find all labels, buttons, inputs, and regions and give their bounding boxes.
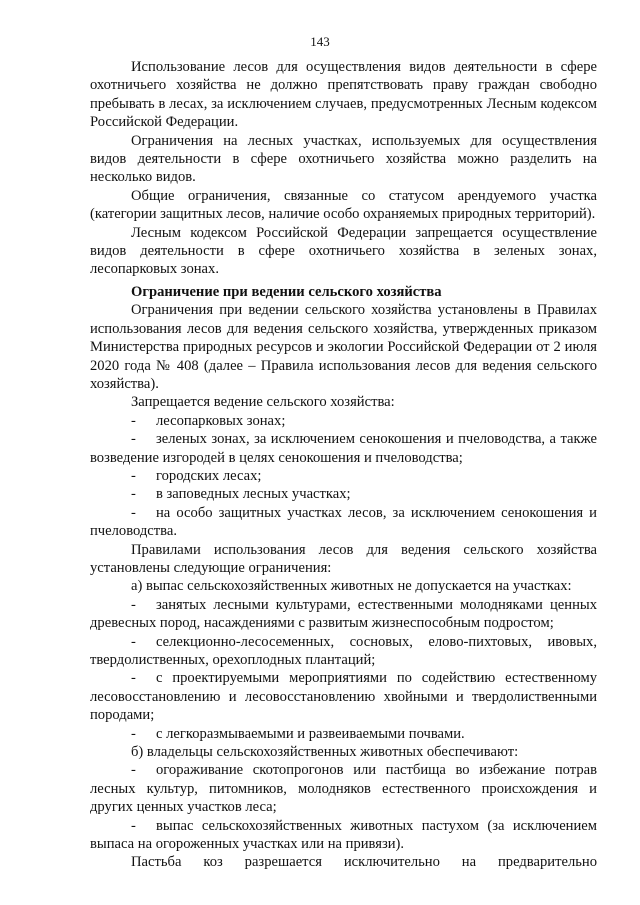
dash-marker: -	[131, 596, 136, 613]
list-item	[90, 761, 597, 816]
page-content	[90, 58, 597, 872]
dash-marker: -	[131, 670, 136, 687]
paragraph-continued: Пастьба коз разрешается исключительно на предварительно	[131, 854, 597, 871]
dash-marker: -	[131, 467, 136, 484]
section-heading: Ограничение при ведении сельского хозяйства	[131, 283, 442, 300]
paragraph: Ограничения на лесных участках, используемых для осуществления видов деятельности в сфере охотничьего хозяйства можно разделить на несколько видов.	[90, 132, 597, 186]
dash-marker: -	[131, 762, 136, 779]
list-item-text: выпас сельскохозяйственных животных пастухом (за исключением выпаса на огороженных участках или на привязи).	[90, 817, 597, 853]
list-item	[90, 485, 597, 503]
paragraph: Использование лесов для осуществления видов деятельности в сфере охотничьего хозяйства не должно препятствовать праву граждан свободно пребывать в лесах, за исключением случаев, предусмотренных Лесным кодексом Российской Федерации.	[90, 59, 597, 131]
list-item-text: зеленых зонах, за исключением сенокошения и пчеловодства, а также возведение изгородей в целях сенокошения и пчеловодства;	[90, 431, 597, 466]
list-item	[90, 412, 597, 430]
dash-marker: -	[131, 431, 136, 448]
list-item	[90, 817, 597, 854]
list-heading-a: а) выпас сельскохозяйственных животных не допускается на участках:	[131, 578, 572, 595]
list-item	[90, 430, 597, 467]
list-item-text: с легкоразмываемыми и развеиваемыми почвами.	[156, 725, 465, 742]
paragraph: Ограничения при ведении сельского хозяйства установлены в Правилах использования лесов для ведения сельского хозяйства, утвержденных приказом Министерства природных ресурсов и экологии Российской Федерации от 2 июля 2020 года № 408 (далее – Правила использования лесов для ведения сельского хозяйства).	[90, 302, 597, 392]
list-item-text: городских лесах;	[156, 467, 262, 484]
dash-marker: -	[131, 486, 136, 503]
list-item	[90, 504, 597, 541]
list-item	[90, 633, 597, 670]
list-item-text: огораживание скотопрогонов или пастбища во избежание потрав лесных культур, питомников, молодняков естественного происхождения и других ценных участков леса;	[90, 762, 597, 816]
dash-marker: -	[131, 817, 136, 834]
paragraph: Правилами использования лесов для ведения сельского хозяйства установлены следующие ограничения:	[90, 541, 597, 576]
list-item-text: в заповедных лесных участках;	[156, 486, 351, 503]
list-item-text: лесопарковых зонах;	[156, 412, 286, 429]
list-item	[90, 596, 597, 633]
list-heading-b: б) владельцы сельскохозяйственных животных обеспечивают:	[131, 744, 519, 761]
list-item-text: с проектируемыми мероприятиями по содействию естественному лесовосстановлению и лесовосстановлению хвойными и твердолиственными породами;	[90, 670, 597, 724]
paragraph: Общие ограничения, связанные со статусом арендуемого участка (категории защитных лесов, наличие особо охраняемых природных территорий).	[90, 187, 597, 223]
list-item	[90, 725, 597, 743]
list-intro: Запрещается ведение сельского хозяйства:	[131, 394, 395, 411]
dash-marker: -	[131, 633, 136, 650]
dash-marker: -	[131, 412, 136, 429]
paragraph: Лесным кодексом Российской Федерации запрещается осуществление видов деятельности в сфере охотничьего хозяйства в зеленых зонах, лесопарковых зонах.	[90, 224, 597, 278]
list-item	[90, 467, 597, 485]
page-number: 143	[310, 34, 330, 49]
list-item-text: селекционно-лесосеменных, сосновых, елово-пихтовых, ивовых, твердолиственных, орехоплодных плантаций;	[90, 633, 597, 668]
dash-marker: -	[131, 725, 136, 742]
dash-marker: -	[131, 504, 136, 521]
list-item	[90, 669, 597, 724]
list-item-text: на особо защитных участках лесов, за исключением сенокошения и пчеловодства.	[90, 504, 597, 540]
list-item-text: занятых лесными культурами, естественными молодняками ценных древесных пород, насаждениями с развитым жизнеспособным подростом;	[90, 596, 597, 632]
